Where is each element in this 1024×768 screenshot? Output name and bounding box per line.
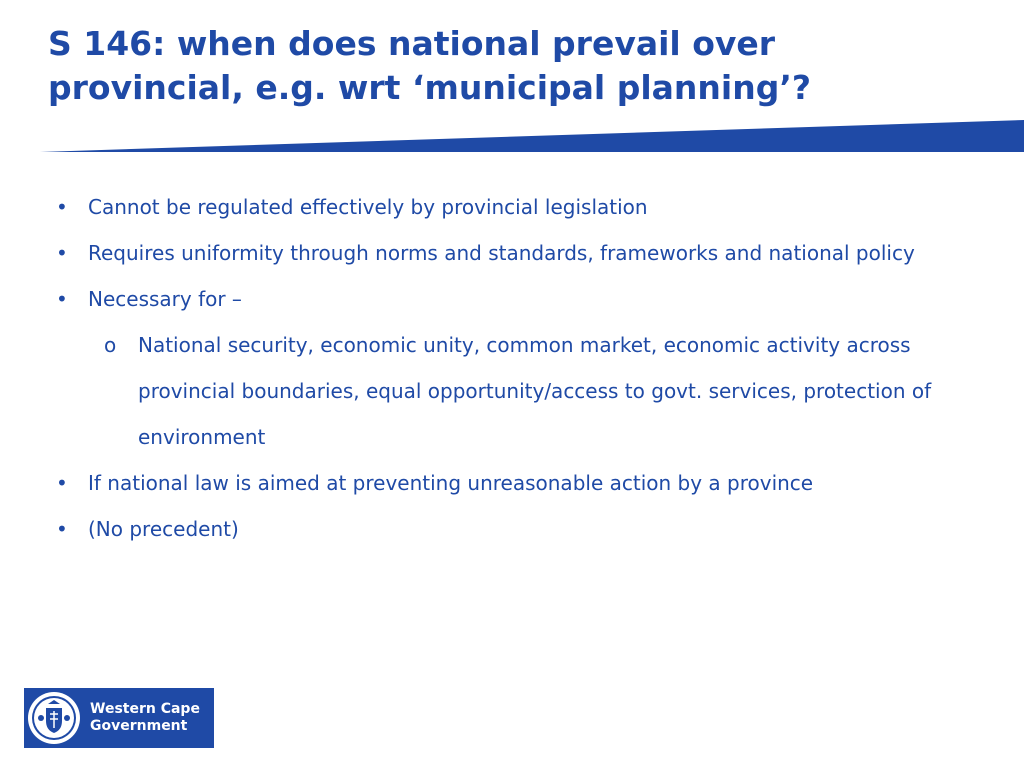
bullet-dot: • [56,517,68,541]
western-cape-government-logo [24,688,214,748]
slide-title-line-1: S 146: when does national prevail over [48,24,776,63]
title-divider-swoosh [0,118,1024,162]
sub-list-item-text: National security, economic unity, common market, economic activity across provincial boundaries, equal opportunity/access to govt. services, protection of environment [138,333,932,449]
sub-bullet-circle: o [104,333,117,357]
list-item-text: Necessary for – [88,287,242,311]
logo-text-line-2: Government [90,718,188,734]
bullet-dot: • [56,195,68,219]
coat-of-arms-icon [24,688,84,748]
bullet-list [52,184,952,552]
list-item [52,506,952,552]
list-item-text: If national law is aimed at preventing unreasonable action by a province [88,471,814,495]
list-item-text: Requires uniformity through norms and standards, frameworks and national policy [88,241,915,265]
slide-title-line-2: provincial, e.g. wrt ‘municipal planning’? [48,68,812,107]
list-item [52,184,952,230]
list-item [52,276,952,322]
list-item-text: Cannot be regulated effectively by provincial legislation [88,195,648,219]
logo-text [84,701,200,735]
sub-list-item [52,322,952,460]
list-item [52,460,952,506]
logo-text-line-1: Western Cape [90,701,200,717]
bullet-dot: • [56,471,68,495]
slide-title [48,22,988,110]
bullet-dot: • [56,241,68,265]
list-item [52,230,952,276]
bullet-dot: • [56,287,68,311]
list-item-text: (No precedent) [88,517,239,541]
